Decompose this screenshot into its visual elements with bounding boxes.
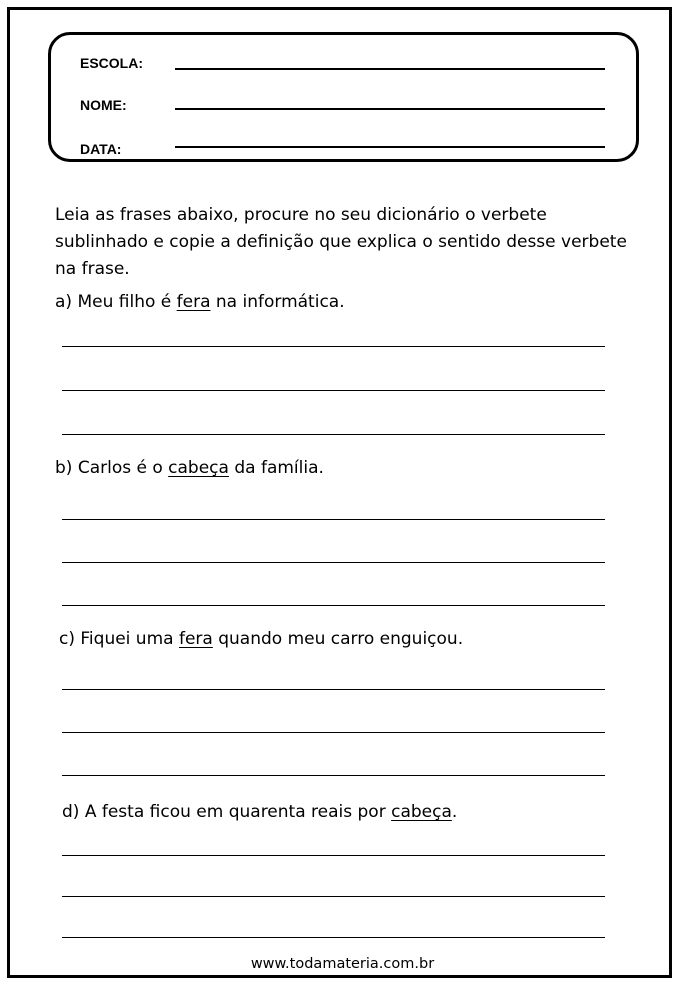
answer-line-d1[interactable] (62, 855, 605, 856)
answer-line-c3[interactable] (62, 775, 605, 776)
answer-line-b3[interactable] (62, 605, 605, 606)
question-b (55, 458, 324, 478)
question-c-word: fera (178, 629, 213, 649)
school-label: ESCOLA: (80, 55, 143, 71)
question-c-before: c) Fiquei uma (59, 629, 179, 649)
name-field[interactable] (175, 108, 605, 110)
answer-line-c2[interactable] (62, 732, 605, 733)
school-field[interactable] (175, 68, 605, 70)
answer-line-c1[interactable] (62, 689, 605, 690)
footer-website: www.todamateria.com.br (250, 956, 435, 972)
question-b-word: cabeça (168, 458, 229, 478)
question-d-before: d) A festa ficou em quarenta reais por (62, 802, 392, 822)
question-a-after: na informática. (210, 292, 345, 312)
question-b-after: da família. (228, 458, 324, 478)
header-box (48, 32, 639, 162)
date-field[interactable] (175, 146, 605, 148)
instructions-text: Leia as frases abaixo, procure no seu dicionário o verbete sublinhado e copie a definição que explica o sentido desse verbete na frase. (55, 205, 627, 279)
question-d-word: cabeça (391, 802, 452, 822)
answer-line-a3[interactable] (62, 434, 605, 435)
answer-line-b1[interactable] (62, 519, 605, 520)
answer-line-a1[interactable] (62, 346, 605, 347)
date-label: DATA: (80, 141, 122, 157)
answer-line-a2[interactable] (62, 390, 605, 391)
question-d (62, 802, 457, 822)
answer-line-b2[interactable] (62, 562, 605, 563)
question-c-after: quando meu carro enguiçou. (212, 629, 464, 649)
question-a-before: a) Meu filho é (55, 292, 177, 312)
question-b-before: b) Carlos é o (55, 458, 169, 478)
question-d-after: . (451, 802, 458, 822)
name-label: NOME: (80, 97, 127, 113)
question-a (55, 292, 345, 312)
answer-line-d2[interactable] (62, 896, 605, 897)
answer-line-d3[interactable] (62, 937, 605, 938)
question-a-word: fera (176, 292, 211, 312)
question-c (59, 629, 463, 649)
